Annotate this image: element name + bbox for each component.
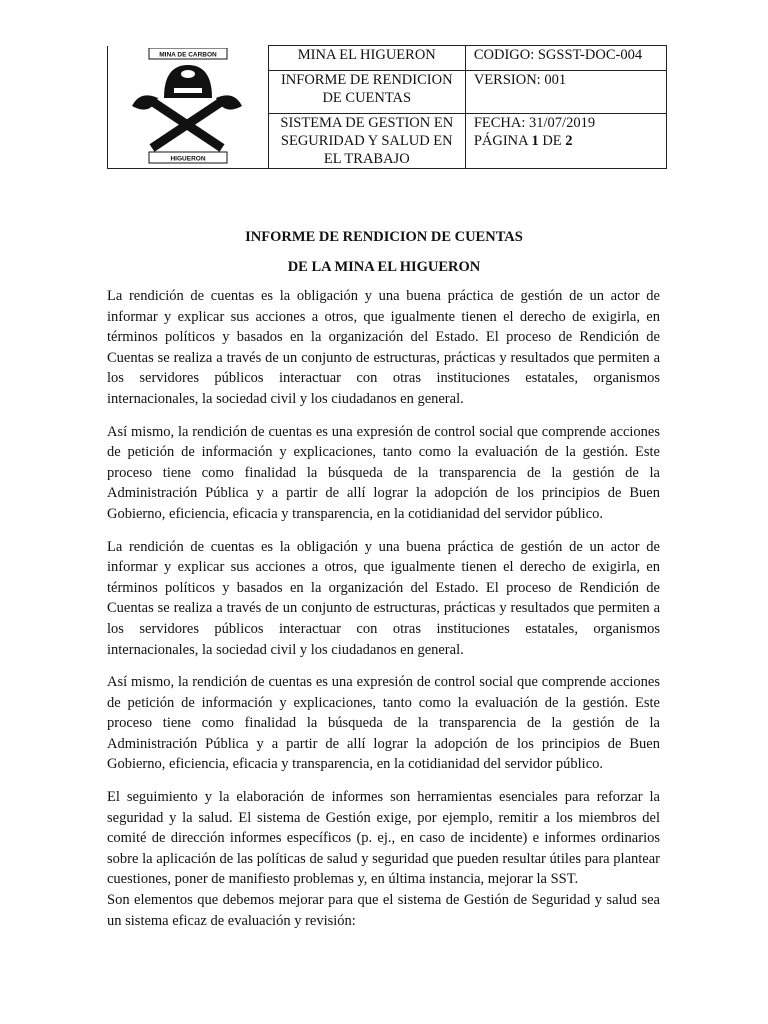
report-title-line-2: DE LA MINA EL HIGUERON <box>287 259 481 275</box>
page-current: 1 <box>531 133 539 149</box>
document-title-cell: INFORME DE RENDICION DE CUENTAS <box>268 71 465 114</box>
mine-logo <box>128 48 246 166</box>
company-name-cell: MINA EL HIGUERON <box>268 46 465 71</box>
report-body <box>107 286 660 943</box>
document-header-table <box>107 45 667 169</box>
logo-bottom-text: HIGUERON <box>170 155 206 163</box>
management-system-cell: SISTEMA DE GESTION EN SEGURIDAD Y SALUD EN EL TRABAJO <box>268 114 465 169</box>
version-cell: VERSION: 001 <box>465 71 666 114</box>
paragraph-2: Así mismo, la rendición de cuentas es una expresión de control social que comprende acciones de petición de información y explicaciones, tanto como la evaluación de la gestión. Este proceso tiene como finalidad la búsqueda de la transparencia de la gestión de la Administración Pública y a partir de allí lograr la adopción de los principios de Buen Gobierno, eficiencia, eficacia y transparencia, en la cotidianidad del servidor público. <box>107 423 660 522</box>
report-title-line-1: INFORME DE RENDICION DE CUENTAS <box>245 229 523 245</box>
logo-top-text: MINA DE CARBON <box>159 51 217 59</box>
document-code-cell: CODIGO: SGSST-DOC-004 <box>465 46 666 71</box>
paragraph-1: La rendición de cuentas es la obligación y una buena práctica de gestión de un actor de informar y explicar sus acciones a otros, que igualmente tienen el derecho de exigirla, en términos políticos y basados en la organización del Estado. El proceso de Rendición de Cuentas se realiza a través de un conjunto de estructuras, prácticas y resultados que permiten a los servidores públicos interactuar con otras instituciones estatales, organismos internacionales, la sociedad civil y los ciudadanos en general. <box>107 288 660 407</box>
date-page-cell <box>465 114 666 169</box>
logo-cell <box>108 46 269 169</box>
page-total: 2 <box>565 133 573 149</box>
page-mid: DE <box>538 133 566 149</box>
paragraph-6: Son elementos que debemos mejorar para que el sistema de Gestión de Seguridad y salud sea un sistema eficaz de evaluación y revisión: <box>107 892 660 929</box>
paragraph-5: El seguimiento y la elaboración de informes son herramientas esenciales para reforzar la seguridad y la salud. El sistema de Gestión exige, por ejemplo, remitir a los miembros del comité de dirección informes específicos (p. ej., en caso de incidente) e informes ordinarios sobre la aplicación de las políticas de salud y seguridad que pueden resultar útiles para plantear cuestiones, poner de manifiesto problemas y, en última instancia, mejorar la SST. <box>107 789 660 888</box>
paragraph-3: La rendición de cuentas es la obligación y una buena práctica de gestión de un actor de informar y explicar sus acciones a otros, que igualmente tienen el derecho de exigirla, en términos políticos y basados en la organización del Estado. El proceso de Rendición de Cuentas se realiza a través de un conjunto de estructuras, prácticas y resultados que permiten a los servidores públicos interactuar con otras instituciones estatales, organismos internacionales, la sociedad civil y los ciudadanos en general. <box>107 538 660 658</box>
page-number-text <box>474 132 662 150</box>
paragraph-4: Así mismo, la rendición de cuentas es una expresión de control social que comprende acciones de petición de información y explicaciones, tanto como la evaluación de la gestión. Este proceso tiene como finalidad la búsqueda de la transparencia de la gestión de la Administración Pública y a partir de allí lograr la adopción de los principios de Buen Gobierno, eficiencia, eficacia y transparencia, en la cotidianidad del servidor público. <box>107 674 660 773</box>
date-text: FECHA: 31/07/2019 <box>473 115 596 131</box>
page-prefix: PÁGINA <box>473 133 532 149</box>
